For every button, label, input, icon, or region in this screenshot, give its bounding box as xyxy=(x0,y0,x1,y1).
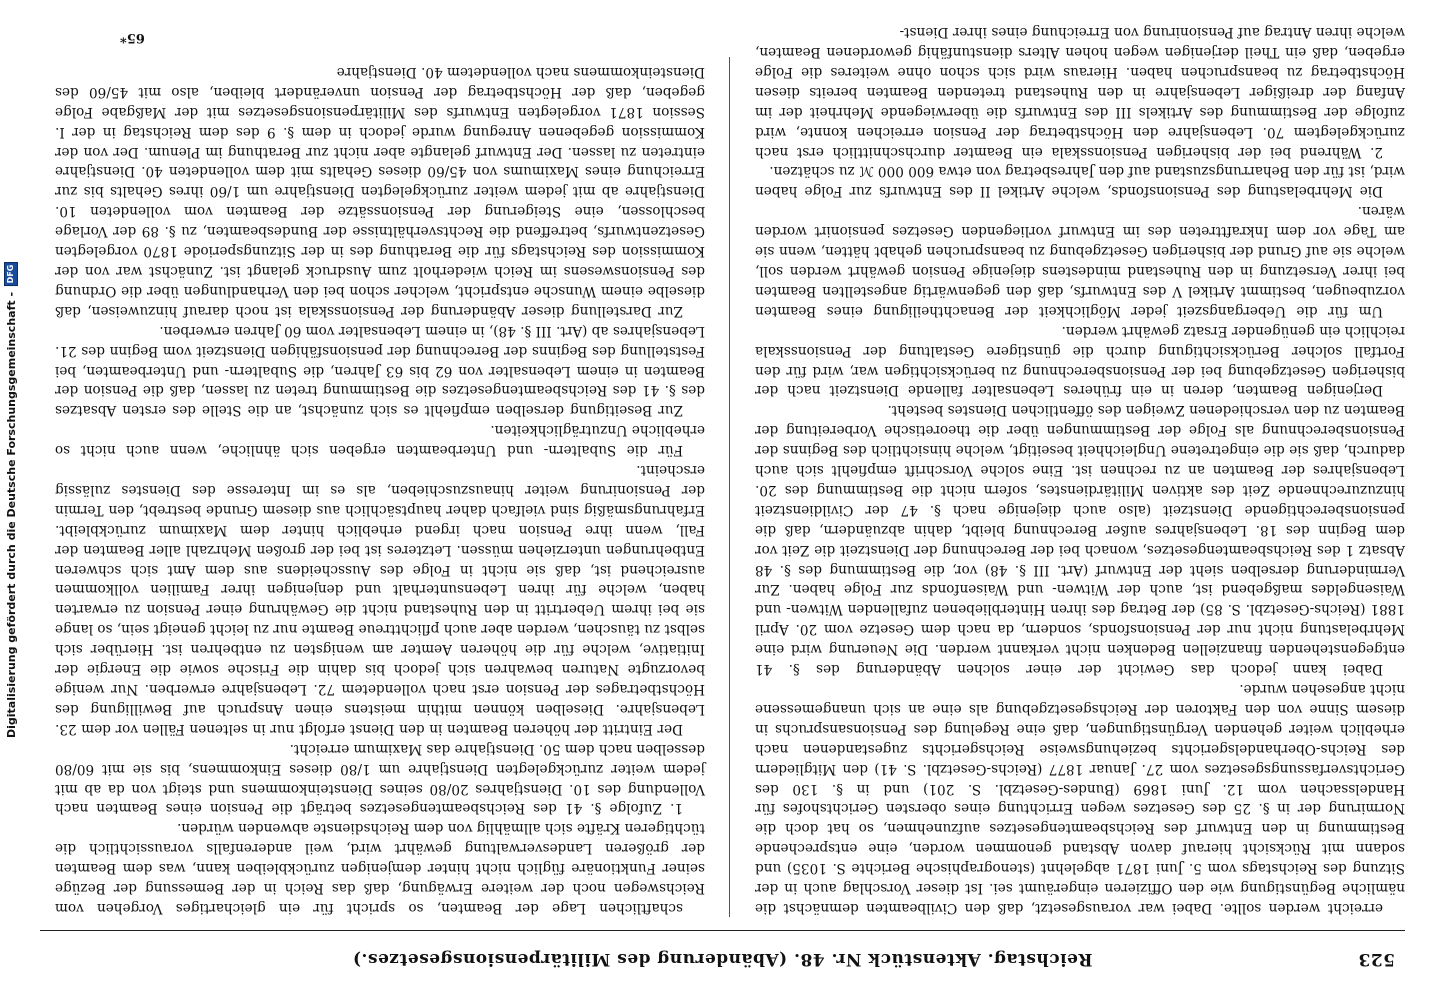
dfg-logo-icon: DFG xyxy=(4,262,18,286)
paragraph: Zur Beseitigung derselben empfiehlt es sich zunächst, an die Stelle des ersten Absatzes des §. 41 des Reichsbeamtengesetzes die Bestimmung treten zu lassen, daß die Pension der Beamten in einem Lebensalter von 62 bis 63 Jahren, die Subaltern- und Unterbeamten, bei Feststellung des Beginns der Berechnung der pensionsfähigen Dienstzeit vom Beginn des 21. Lebensjahres ab (Art. III §. 48), in einem Lebensalter vom 60 Jahren erwerben. xyxy=(55,322,705,419)
paragraph: Zur Darstellung dieser Abänderung der Pensionsskala ist noch darauf hinzuweisen, daß dieselbe einem Wunsche entspricht, welcher schon bei den Verhandlungen über die Ordnung des Pensionswesens im Reich wiederholt zum Ausdruck gelangt ist. Zunächst war von der Kommission des Reichstags für die Berathung des in der Sitzungsperiode 1870 vorgelegten Gesetzentwurfs, betreffend die Rechtsverhältnisse der Bundesbeamten, zu §. 89 der Vorlage beschlossen, eine Steigerung der Pensionssätze der Beamten vom vollendeten 10. Dienstjahre ab mit jedem weiter zurückgelegten Dienstjahre um 1/60 ihres Gehalts bis zur Erreichung eines Maximums von 45/60 dieses Gehalts mit dem vollendeten 40. Dienstjahre eintreten zu lassen. Der Entwurf gelangte aber nicht zur Berathung im Plenum. Der von der Kommission gegebenen Anregung wurde jedoch in dem §. 9 des dem Reichstag in der I. Session 1871 vorgelegten Entwurfs des Militärpensionsgesetzes mit der Maßgabe Folge gegeben, daß der Höchstbetrag der Pension unverändert bleiben, also mit 45/60 des Diensteinkommens nach vollendetem 40. Dienstjahre xyxy=(55,63,705,319)
scanned-page xyxy=(40,24,1405,975)
paragraph: Dabei kann jedoch das Gewicht der einer solchen Abänderung des §. 41 entgegenstehenden finanziellen Bedenken nicht verkannt werden. Die Neuerung wird eine Mehrbelastung nicht nur der Pensionsfonds, sondern, da nach dem Gesetze vom 20. April 1881 (Reichs-Gesetzbl. S. 85) der Betrag des ihren Hinterbliebenen zufallenden Witwen- und Waisengeldes maßgebend ist, auch der Witwen- und Waisenfonds zur Folge haben. Zur Verminderung derselben sieht der Entwurf (Art. III §. 48) vor, die Bestimmung des §. 48 Absatz 1 des Reichsbeamtengesetzes, wonach bei der Berechnung der Dienstzeit die Zeit vor dem Beginn des 18. Lebensjahres außer Berechnung bleibt, dahin abzuändern, daß die pensionsberechtigende Dienstzeit (also auch diejenige nach §. 47 der Civildienstzeit hinzuzurechnende Zeit des aktiven Militärdienstes, sofern nicht die Bestimmung des 20. Lebensjahres der Beamten an zu rechnen ist. Eine solche Vorschrift empfiehlt sich auch dadurch, daß sie die eingetretene Ungleichheit beseitigt, welche hinsichtlich des Beginns der Pensionsberechnung als Folge der Bestimmungen über die theoretische Vorbereitung der Beamten zu den verschiedenen Zweigen des öffentlichen Dienstes besteht. xyxy=(755,402,1405,678)
text-column-right xyxy=(55,57,705,917)
paragraph: schaftlichen Lage der Beamten, so spricht für ein gleichartiges Vorgehen vom Reichswegen noch der weitere Erwägung, daß das Reich in der Bemessung der Bezüge seiner Funktionäre füglich nicht hinter demjenigen zurückbleiben kann, was dem Beamten der größeren Landesverwaltung gewährt wird, weil anderenfalls voraussichtlich die tüchtigeren Kräfte sich allmählig von dem Reichsdienste abwenden würden. xyxy=(55,820,705,916)
running-title: Reichstag. Aktenstück Nr. 48. (Abänderung des Militärpensionsgesetzes.) xyxy=(352,949,1093,969)
paragraph: Für die Subaltern- und Unterbeamten ergeben sich ähnliche, wenn auch nicht so erhebliche Unzuträglichkeiten. xyxy=(55,422,705,459)
paragraph: Um für die Uebergangszeit jeder Möglichkeit der Benachtheiligung eines Beamten vorzubeugen, bestimmt Artikel V des Entwurfs, daß den gegenwärtig angestellten Beamten bei ihrer Versetzung in den Ruhestand mindestens diejenige Pension gewährt werden soll, welche sie auf Grund der bisherigen Gesetzgebung zu beanspruchen gehabt hätten, wenn sie am Tage vor dem Inkrafttreten des im Entwurf vorliegenden Gesetzes pensionirt worden wären. xyxy=(755,203,1405,319)
sheet-signature: 65* xyxy=(120,30,145,45)
column-divider xyxy=(729,57,730,917)
paragraph: erreicht werden sollte. Dabei war vorausgesetzt, daß den Civilbeamten demnächst die nämliche Begünstigung wie den Offizieren eingeräumt sei. Ist dieser Vorschlag auch in der Sitzung des Reichstags vom 5. Juni 1871 abgelehnt (stenographische Berichte S. 1035) und sodann mit Rücksicht hierauf davon Abstand genommen worden, eine entsprechende Bestimmung in den Entwurf des Reichsbeamtengesetzes aufzunehmen, so hat doch die Normirung der in §. 25 des Gesetzes wegen Errichtung eines obersten Gerichtshofes für Handelssachen vom 12. Juni 1869 (Bundes-Gesetzbl. S. 201) und in §. 130 des Gerichtsverfassungsgesetzes vom 27. Januar 1877 (Reichs-Gesetzbl. S. 41) den Mitgliedern des Reichs-Oberhandelsgerichts beziehungsweise Reichsgerichts zugestandenen nach erheblich weiter gehenden Vergünstigungen, daß eine Regelung des Pensionsanspruchs in diesem Sinne von den Faktoren der Reichsgesetzgebung als eine an sich unangemessene nicht angesehen wurde. xyxy=(755,681,1405,916)
page-number: 523 xyxy=(1358,949,1395,969)
digitization-credit-strip xyxy=(0,0,22,1000)
paragraph: Derjenigen Beamten, deren in ein früheres Lebensalter fallende Dienstzeit nach der bisherigen Gesetzgebung bei der Pensionsberechnung zu berücksichtigen war, wird für den Fortfall solcher Berücksichtigung durch die günstigere Gestaltung der Pensionsskala reichlich ein genügender Ersatz gewährt werden. xyxy=(755,322,1405,399)
digitization-credit xyxy=(4,262,18,738)
header-rule xyxy=(40,930,1405,931)
paragraph: 1. Zufolge §. 41 des Reichsbeamtengesetzes beträgt die Pension eines Beamten nach Vollendung des 10. Dienstjahres 20/80 seines Diensteinkommens und steigt von da ab mit jedem weiter zurückgelegten Dienstjahre um 1/80 dieses Einkommens, bis sie mit 60/80 desselben nach dem 50. Dienstjahre das Maximum erreicht. xyxy=(55,740,705,817)
paragraph: 2. Während bei der bisherigen Pensionsskala ein Beamter durchschnittlich erst nach zurückgelegtem 70. Lebensjahre den Höchstbetrag der Pension erreichen konnte, wird zufolge der Bestimmung des Artikels III des Entwurfs die überwiegende Mehrheit der im Anfang der dreißiger Lebensjahre in den Ruhestand tretenden Beamten bereits diesen Höchstbetrag zu beanspruchen haben. Hieraus wird sich schon ohne weiteres die Folge ergeben, daß ein Theil derjenigen wegen hohen Alters dienstunfähig gewordenen Beamten, welche ihren Antrag auf Pensionirung von Erreichung eines ihrer Dienst- xyxy=(755,24,1405,160)
page-header xyxy=(40,935,1405,975)
digitization-credit-text: Digitalisierung gefördert durch die Deutsche Forschungsgemeinschaft - xyxy=(4,291,18,739)
paragraph: Die Mehrbelastung des Pensionsfonds, welche Artikel II des Entwurfs zur Folge haben wird, ist für den Beharrungszustand auf den Jahresbetrag von etwa 600 000 ℳ zu schätzen. xyxy=(755,163,1405,200)
text-column-left xyxy=(755,24,1405,917)
paragraph: Der Eintritt der höheren Beamten in den Dienst erfolgt nur in seltenen Fällen vor dem 23. Lebensjahre. Dieselben können mithin meistens einen Anspruch auf Bewilligung des Höchstbetrages der Pension erst nach vollendetem 72. Lebensjahre erwerben. Nur wenige bevorzugte Naturen bewahren sich jedoch bis dahin die Frische sowie die Energie der Initiative, welche für die höheren Aemter am wenigsten zu entbehren ist. Hierüber sich selbst zu täuschen, werden aber auch pflichttreue Beamte nur zu leicht geneigt sein, so lange sie bei ihrem Uebertritt in den Ruhestand nicht die Gewährung einer Pension zu erwarten haben, welche für ihren Lebensunterhalt und denjenigen ihrer Familien vollkommen ausreichend ist, daß sie nicht in Folge des Ausscheidens aus dem Amt sich schweren Entbehrungen unterziehen müssen. Letzteres ist bei der großen Mehrzahl aller Beamten der Fall, wenn ihre Pension nach irgend erheblich hinter dem Maximum zurückbleibt. Erfahrungsmäßig sind vielfach daher hauptsächlich aus diesem Grunde bestrebt, den Termin der Pensionirung weiter hinauszuschieben, als es im Interesse des Dienstes zulässig erscheint. xyxy=(55,462,705,737)
